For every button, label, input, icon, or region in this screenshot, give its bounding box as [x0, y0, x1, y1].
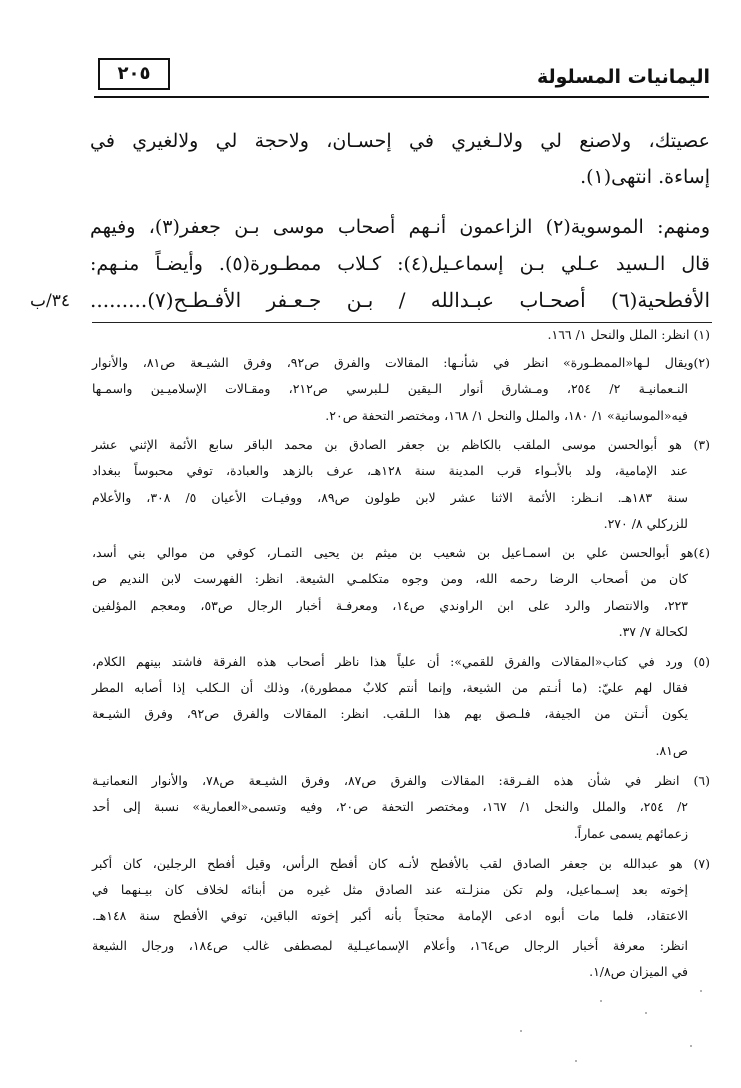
footnote-line: (٤)هو أبوالحسن علي بن اسمـاعيل بن شعيب بن ميثم بن يحيى التمـار، كوفي من موالي بني أسد،: [92, 545, 710, 560]
folio-margin-note: ٣٤/ب: [30, 291, 70, 311]
scan-speck: [520, 1030, 522, 1032]
scan-speck: [575, 1060, 577, 1062]
footnote-line: انظر: معرفة أخبار الرجال ص١٦٤، وأعلام الإسماعيـلية لمصطفى غالب ص١٨٤، ورجال الشيعة: [92, 938, 689, 953]
footnote-line: ص٨١.: [655, 743, 688, 758]
footnote-line: ٢/ ٢٥٤، والملل والنحل ١/ ١٦٧، ومختصر التحفة ص٢٠، وفيه وتسمى«العمارية» نسبة إلى أحد: [92, 799, 689, 814]
footnote-line: للزركلي ٨/ ٢٧٠.: [603, 516, 688, 531]
header-rule: [94, 96, 709, 98]
footnote-line: ٢٢٣، والانتصار والرد على ابن الراوندي ص١٤، ومعرفـة أخبار الرجال ص٥٣، ومعجم المؤلفين: [92, 598, 688, 613]
footnote-line: سنة ١٨٣هـ. انـظر: الأئمة الاثنا عشر لابن طولون ص٨٩، ووفيـات الأعيان ٥/ ٣٠٨، والأعلام: [92, 490, 688, 505]
footnote-line: النـعمانيـة ٢/ ٢٥٤، ومـشارق أنوار الـيقين لـلبرسي ص٢١٢، ومقـالات الإسلاميـين واسمـها: [92, 381, 688, 396]
footnote-line: (٦) انظر في شأن هذه الفـرقة: المقالات والفرق ص٨٧، وفرق الشيـعة ص٧٨، والأنوار النعمانيـة: [92, 773, 710, 788]
footnote-line: إخوته بعد إسـماعيل، ولم تكن منزلـته عند الصادق مثل غيره من أبنائه لخلاف كان بيـنهما في: [92, 882, 688, 897]
footnote-line: فقال لهم عليّ: (ما أنـتم من الشيعة، وإنما أنتم كلابٌ ممطورة)، وذلك أن الـكلب إذا أصابه المطر: [92, 680, 688, 695]
footnote-line: (٣) هو أبوالحسن موسى الملقب بالكاظم بن جعفر الصادق بن محمد الباقر سابع الأئمة الإثني عشر: [92, 437, 710, 452]
footnote-line: (١) انظر: الملل والنحل ١/ ١٦٦.: [547, 327, 710, 342]
running-header-title: اليمانيات المسلولة: [536, 66, 710, 88]
footnote-line: في الميزان ص١/٨.: [589, 964, 688, 979]
footnote-line: لكحالة ٧/ ٣٧.: [618, 624, 688, 639]
scan-speck: [700, 990, 702, 992]
footnote-line: (٧) هو عبدالله بن جعفر الصادق لقب بالأفطح لأنـه كان أفطح الرأس، وقيل أفطح الرجلين، كان أكبر: [92, 856, 710, 871]
footnote-line: (٥) ورد في كتاب«المقالات والفرق للقمي»: أن علياً هذا ناظر أصحاب هذه الفرقة فاشتد بينهم الكلام،: [92, 654, 710, 669]
footnote-line: عند الإمامية، ولد بالأبـواء قرب المدينة سنة ١٢٨هـ، عرف بالزهد والعبادة، توفي محبوساً ببغداد: [92, 463, 689, 478]
main-text-line: قال الـسيد عـلي بـن إسماعـيل(٤): كـلاب ممطـورة(٥). وأيضـاً منـهم:: [90, 253, 710, 275]
main-text-line: عصيتك، ولاصنع لي ولالـغيري في إحسـان، ولاحجة لي ولالغيري في: [90, 130, 710, 152]
page-number-box: ٢٠٥: [98, 58, 170, 90]
footnote-line: كان من أصحاب الرضا رحمه الله، ومن وجوه متكلمـي الشيعة. انظر: الفهرست لابن النديم ص: [92, 571, 688, 586]
footnote-line: (٢)ويقال لـها«الممطـورة» انظر في شأنـها: المقالات والفرق ص٩٢، وفرق الشيـعة ص٨١، والأنوار: [92, 355, 710, 370]
main-text-line: الأفطحية(٦) أصحـاب عبـدالله / بـن جـعـفر الأفـطـح(٧).........: [90, 288, 710, 312]
scan-speck: [600, 1000, 602, 1002]
footnote-line: الاعتقاد، فلما مات أبوه ادعى الإمامة محتجاً بأنه أكبر إخوته الباقين، توفي الأفطح سنة ١٤٨هـ.: [92, 908, 688, 923]
main-text-line: ومنهم: الموسوية(٢) الزاعمون أنـهم أصحاب موسى بـن جعفر(٣)، وفيهم: [90, 216, 711, 238]
footnote-line: فيه«الموسانية» ١/ ١٨٠، والملل والنحل ١/ ١٦٨، ومختصر التحفة ص٢٠.: [325, 408, 688, 423]
main-text-line: إساءة. انتهى(١).: [580, 166, 710, 188]
footnote-separator: [92, 322, 712, 323]
footnote-line: زعمائهم يسمى عماراً.: [573, 826, 688, 841]
footnote-line: يكون أنـتن من الجيفة، فلـصق بهم هذا الـلقب. انظر: المقالات والفرق ص٩٢، وفرق الشيـعة: [92, 706, 689, 721]
scan-speck: [645, 1012, 647, 1014]
scan-speck: [690, 1045, 692, 1047]
